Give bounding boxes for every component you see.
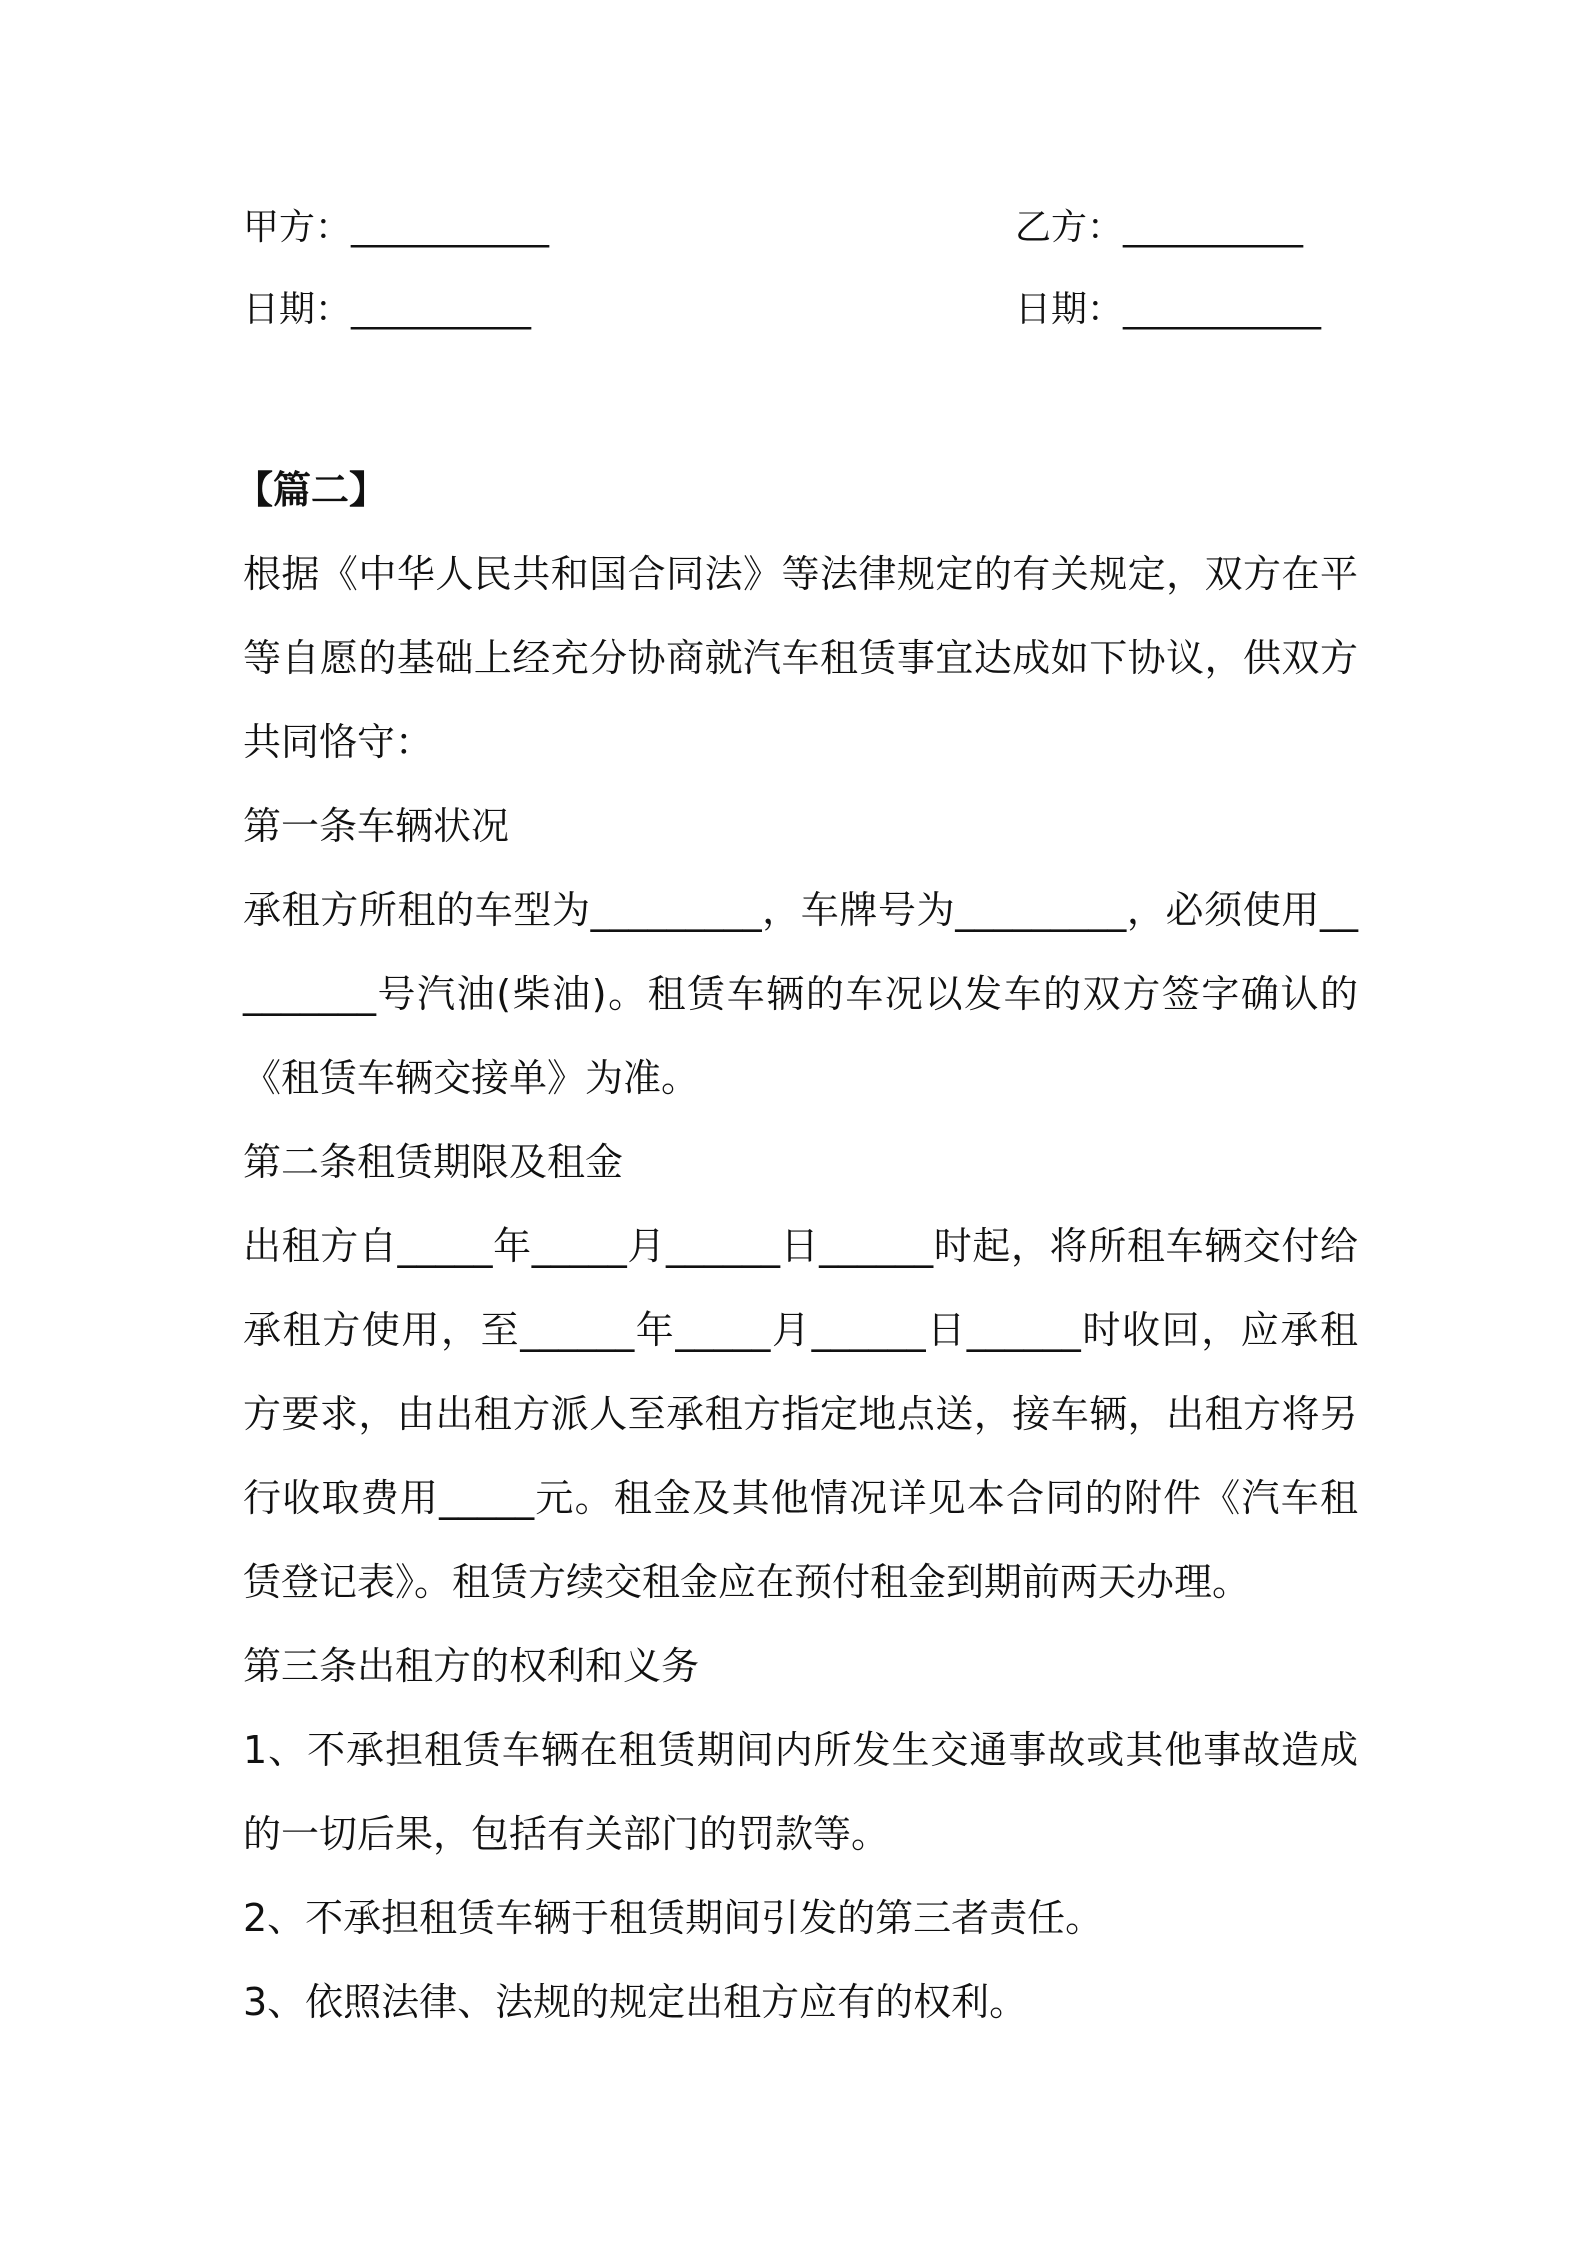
party-a-signature: 甲方：___________	[243, 207, 550, 248]
article-3-item-3: 3、依照法律、法规的规定出租方应有的权利。	[243, 1980, 1028, 2024]
article-2-heading: 第二条租赁期限及租金	[243, 1140, 624, 1184]
contract-body	[235, 448, 1358, 2044]
section-title: 【篇二】	[235, 468, 388, 512]
party-a-date: 日期：__________	[243, 289, 532, 330]
party-b-signature: 乙方：__________	[1015, 207, 1304, 248]
article-3-heading: 第三条出租方的权利和义务	[243, 1644, 700, 1688]
article-3-item-1: 1、不承担租赁车辆在租赁期间内所发生交通事故或其他事故造成的一切后果，包括有关部门的罚款等。	[243, 1728, 1358, 1856]
article-1-paragraph: 承租方所租的车型为_________，车牌号为_________，必须使用_________号汽油(柴油)。租赁车辆的车况以发车的双方签字确认的《租赁车辆交接单》为准。	[243, 888, 1358, 1100]
article-3-item-2: 2、不承担租赁车辆于租赁期间引发的第三者责任。	[243, 1896, 1104, 1940]
party-b-date: 日期：___________	[1015, 289, 1322, 330]
preamble-paragraph: 根据《中华人民共和国合同法》等法律规定的有关规定，双方在平等自愿的基础上经充分协商就汽车租赁事宜达成如下协议，供双方共同恪守：	[243, 552, 1358, 764]
signature-row-parties	[243, 198, 1358, 258]
article-2-paragraph: 出租方自_____年_____月______日______时起，将所租车辆交付给承租方使用，至______年_____月______日______时收回，应承租方要求，由出租方派人至承租方指定地点送，接车辆，出租方将另行收取费用_____元。租金及其他情况详见本合同的附件《汽车租赁登记表》。租赁方续交租金应在预付租金到期前两天办理。	[243, 1224, 1358, 1604]
signature-row-dates	[243, 280, 1358, 340]
article-1-heading: 第一条车辆状况	[243, 804, 510, 848]
